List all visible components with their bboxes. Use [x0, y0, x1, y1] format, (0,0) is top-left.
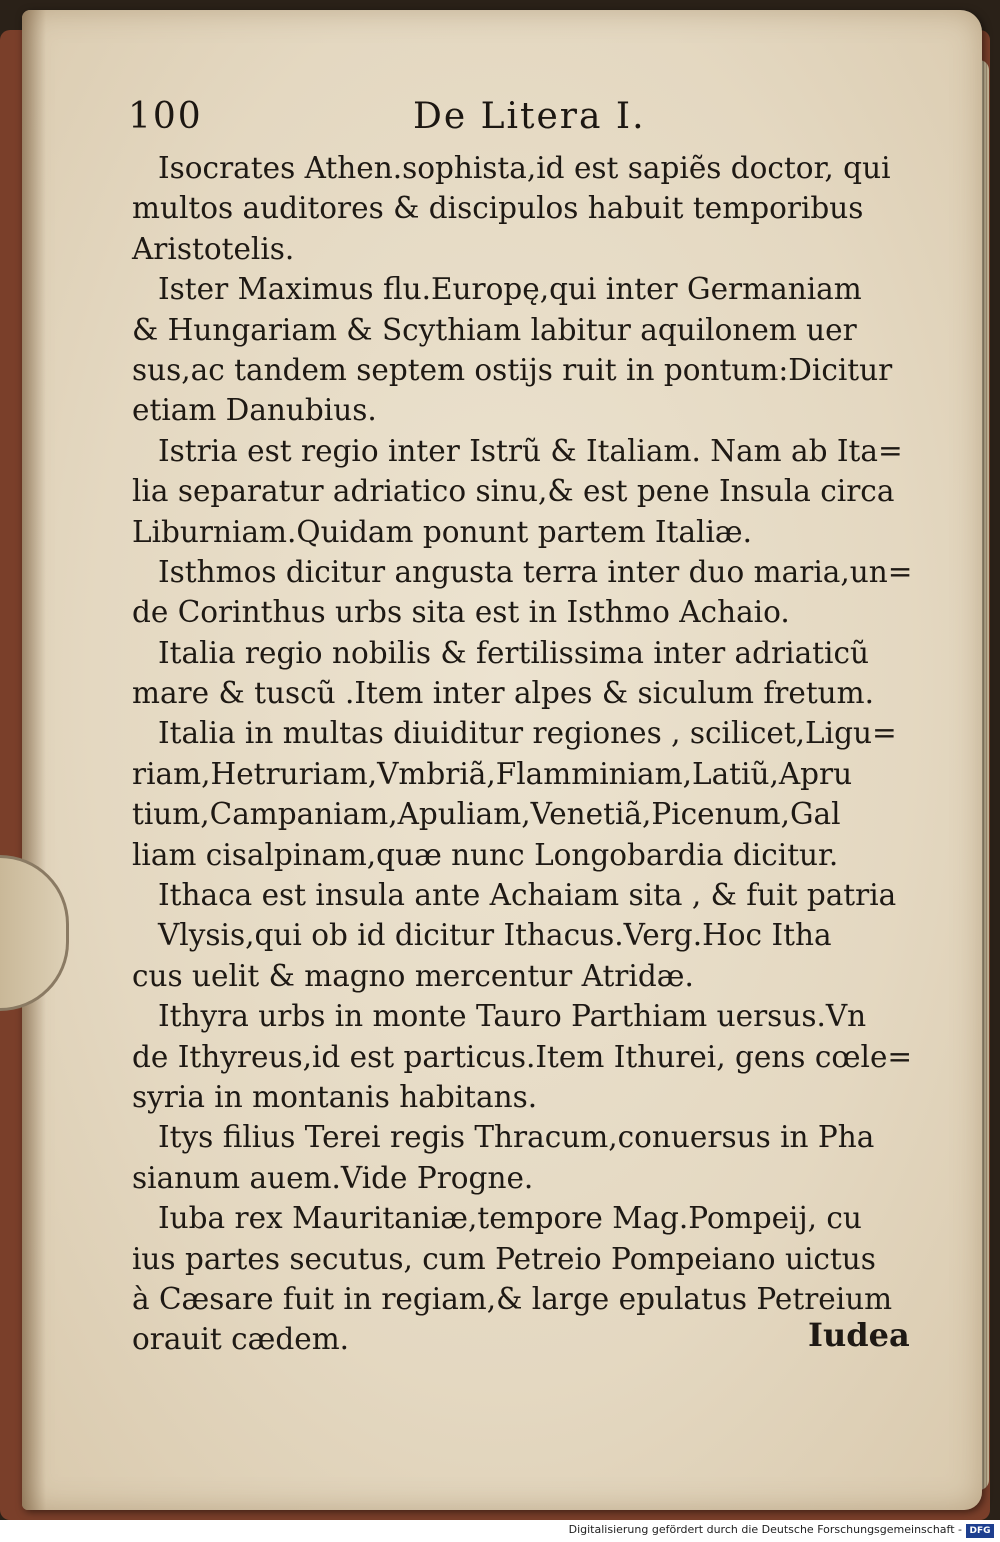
text-line: syria in montanis habitans.: [132, 1079, 538, 1114]
text-line: Italia in multas diuiditur regiones , scilicet,Ligu=: [158, 716, 897, 751]
text-line: Istria est regio inter Istrũ & Italiam. Nam ab Ita=: [158, 433, 903, 468]
text-line: Vlysis,qui ob id dicitur Ithacus.Verg.Hoc Itha: [158, 918, 832, 953]
text-line: Ithyra urbs in monte Tauro Parthiam uersus.Vn: [158, 999, 867, 1034]
text-line: de Corinthus urbs sita est in Isthmo Achaio.: [132, 595, 790, 630]
text-line: etiam Danubius.: [132, 393, 377, 428]
footer-bar: [0, 1520, 1000, 1542]
running-head: [128, 96, 908, 146]
text-line: Liburniam.Quidam ponunt partem Italiæ.: [132, 514, 753, 549]
text-line: riam,Hetruriam,Vmbriã,Flamminiam,Latiũ,Apru: [132, 756, 853, 791]
dfg-logo-icon: DFG: [966, 1524, 994, 1538]
text-line: orauit cædem.: [132, 1322, 350, 1357]
running-title: De Litera I.: [413, 96, 646, 137]
text-line: & Hungariam & Scythiam labitur aquilonem uer: [132, 312, 857, 347]
text-line: Aristotelis.: [132, 231, 295, 266]
body-text: [132, 148, 913, 1360]
text-line: sus,ac tandem septem ostijs ruit in pontum:Dicitur: [132, 352, 893, 387]
text-line: cus uelit & magno mercentur Atridæ.: [132, 958, 694, 993]
text-line: Italia regio nobilis & fertilissima inter adriaticũ: [158, 635, 869, 670]
catchword: Iudea: [808, 1316, 910, 1354]
text-line: Ithaca est insula ante Achaiam sita , & fuit patria: [158, 878, 897, 913]
text-line: lia separatur adriatico sinu,& est pene Insula circa: [132, 474, 895, 509]
text-line: Ister Maximus flu.Europę,qui inter Germaniam: [158, 272, 862, 307]
text-line: tium,Campaniam,Apuliam,Venetiã,Picenum,Gal: [132, 797, 841, 832]
page-number: 100: [128, 96, 203, 137]
text-line: ius partes secutus, cum Petreio Pompeiano uictus: [132, 1241, 876, 1276]
text-line: Iuba rex Mauritaniæ,tempore Mag.Pompeij, cu: [158, 1201, 862, 1236]
text-line: Isocrates Athen.sophista,id est sapiẽs doctor, qui: [158, 151, 891, 185]
funding-credit: Digitalisierung gefördert durch die Deutsche Forschungsgemeinschaft -: [568, 1523, 962, 1536]
text-line: multos auditores & discipulos habuit temporibus: [132, 191, 864, 226]
text-line: liam cisalpinam,quæ nunc Longobardia dicitur.: [132, 837, 839, 872]
text-line: sianum auem.Vide Progne.: [132, 1160, 534, 1195]
text-line: à Cæsare fuit in regiam,& large epulatus Petreium: [132, 1281, 893, 1316]
text-line: Isthmos dicitur angusta terra inter duo maria,un=: [158, 554, 913, 589]
text-line: de Ithyreus,id est particus.Item Ithurei, gens cœle=: [132, 1039, 913, 1074]
text-line: Itys filius Terei regis Thracum,conuersus in Pha: [158, 1120, 875, 1155]
page-gutter: [22, 10, 46, 1510]
text-line: mare & tuscũ .Item inter alpes & siculum fretum.: [132, 676, 875, 711]
